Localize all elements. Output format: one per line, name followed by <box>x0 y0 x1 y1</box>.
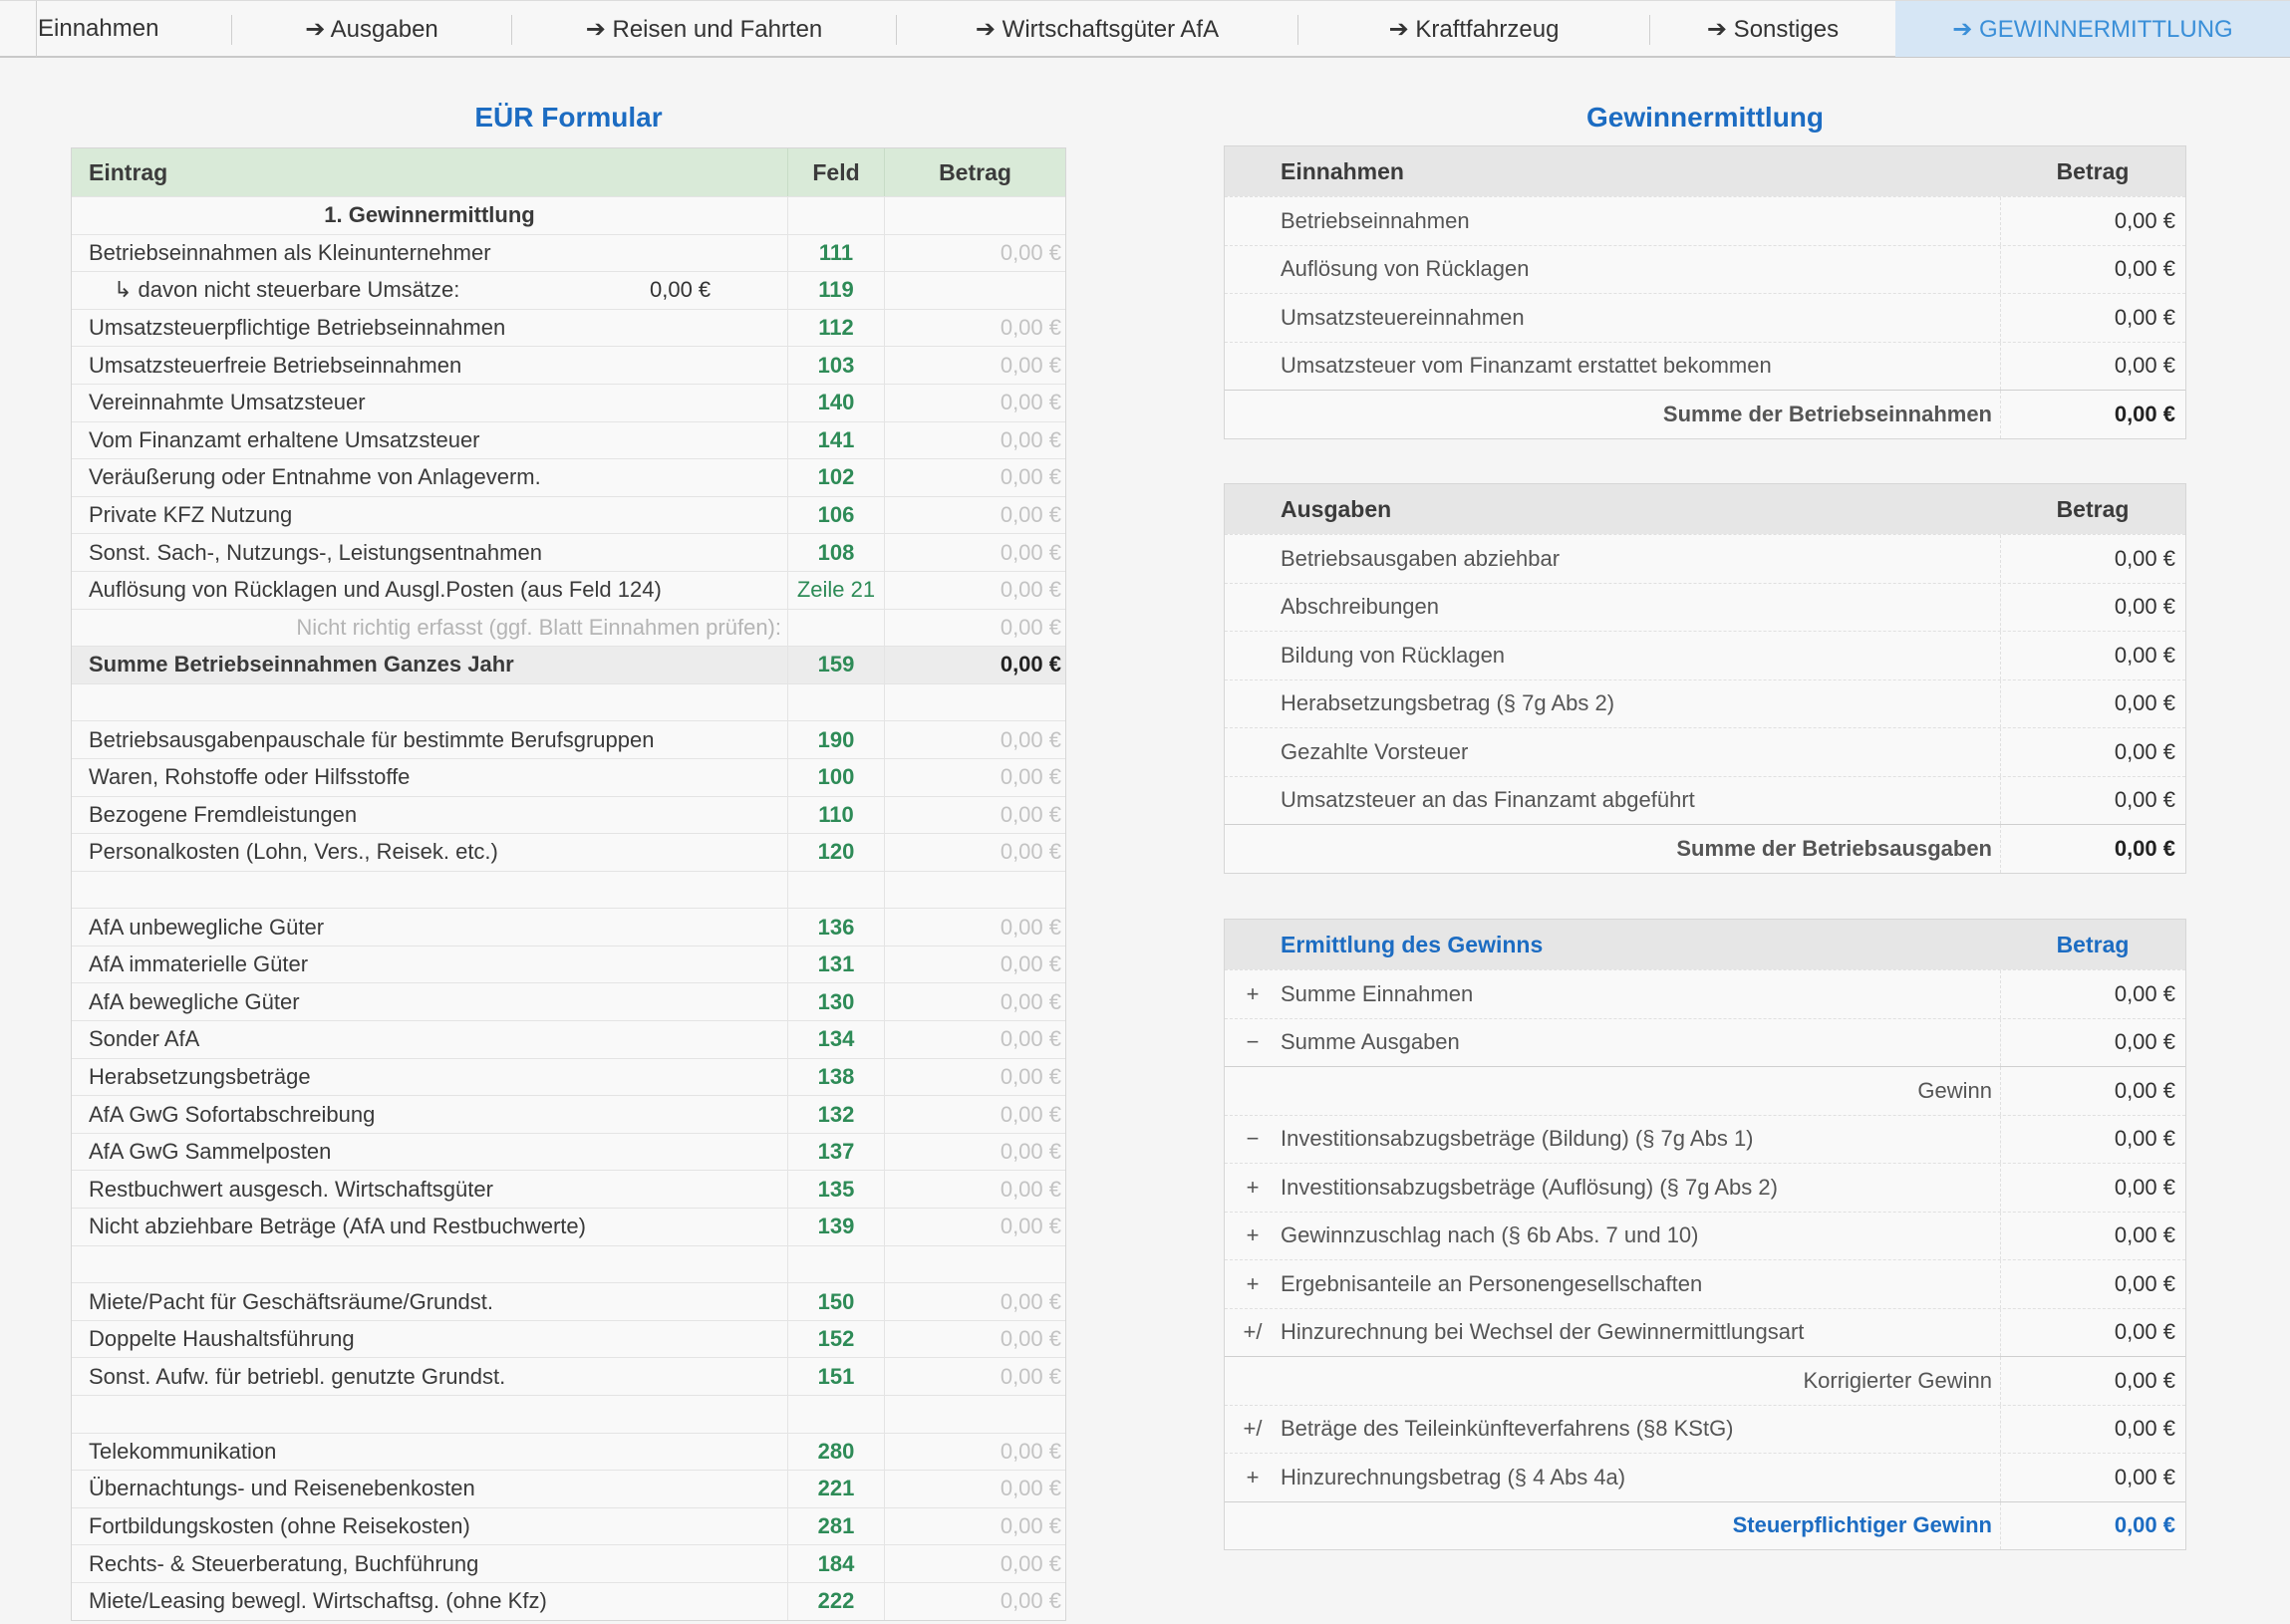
table-row <box>72 309 1065 347</box>
amount-cell[interactable]: 0,00 € <box>884 534 1065 571</box>
row-label: Herabsetzungsbetrag (§ 7g Abs 2) <box>1281 690 1615 716</box>
entry-label: Übernachtungs- und Reisenebenkosten <box>89 1476 475 1501</box>
field-number: 139 <box>787 1209 884 1245</box>
sign-indicator: + <box>1246 980 1260 1006</box>
sign-cell <box>1225 680 1281 728</box>
table-row <box>1225 1453 2185 1501</box>
amount-cell[interactable]: 0,00 € <box>2000 1213 2185 1260</box>
table-row <box>72 1544 1065 1582</box>
table-row <box>72 1282 1065 1320</box>
field-number <box>787 197 884 234</box>
entry-label: Miete/Pacht für Geschäftsräume/Grundst. <box>89 1288 493 1314</box>
entry-label: Doppelte Haushaltsführung <box>89 1326 355 1352</box>
amount-cell[interactable]: 0,00 € <box>884 1508 1065 1545</box>
amount-cell[interactable]: 0,00 € <box>884 1434 1065 1471</box>
field-number: 150 <box>787 1283 884 1320</box>
tab-wirtschaftsgueter-afa[interactable]: ➔ Wirtschaftsgüter AfA <box>975 15 1220 43</box>
table-row <box>72 1170 1065 1208</box>
table-row <box>1225 534 2185 583</box>
table-row <box>72 196 1065 234</box>
column-header-amount: Betrag <box>2056 931 2130 957</box>
row-label: Umsatzsteuereinnahmen <box>1281 304 1525 330</box>
amount-cell[interactable] <box>884 872 1065 909</box>
field-number <box>787 1396 884 1433</box>
table-row <box>72 1245 1065 1283</box>
amount-cell[interactable]: 0,00 € <box>884 1545 1065 1582</box>
column-header-label: Ausgaben <box>1281 495 1392 522</box>
amount-cell[interactable]: 0,00 € <box>884 459 1065 496</box>
sign-cell <box>1225 1502 1281 1550</box>
row-label: Umsatzsteuer vom Finanzamt erstattet bekommen <box>1281 353 1772 379</box>
amount-cell[interactable]: 0,00 € <box>884 1021 1065 1058</box>
column-header-label: Einnahmen <box>1281 157 1404 184</box>
entry-label: Umsatzsteuerpflichtige Betriebseinnahmen <box>89 315 506 341</box>
amount-cell[interactable]: 0,00 € <box>884 497 1065 534</box>
field-number: 151 <box>787 1358 884 1395</box>
table-row <box>72 421 1065 459</box>
sign-cell <box>1225 197 1281 245</box>
field-number: 159 <box>787 647 884 683</box>
table-row <box>72 458 1065 496</box>
sign-cell <box>1225 777 1281 825</box>
field-number: 190 <box>787 721 884 758</box>
sum-label: Summe der Betriebseinnahmen <box>1662 401 1992 426</box>
entry-label <box>72 684 787 721</box>
entry-label: AfA GwG Sammelposten <box>89 1139 332 1165</box>
sign-indicator: + <box>1246 1174 1260 1200</box>
entry-label: Betriebsausgabenpauschale für bestimmte Berufsgruppen <box>89 726 655 752</box>
amount-cell[interactable] <box>884 1246 1065 1283</box>
table-row <box>72 1208 1065 1245</box>
row-label: Betriebsausgaben abziehbar <box>1281 545 1561 571</box>
row-label: Betriebseinnahmen <box>1281 207 1470 233</box>
table-row <box>72 1582 1065 1620</box>
amount-cell[interactable]: 0,00 € <box>884 1283 1065 1320</box>
table-row <box>1225 1212 2185 1260</box>
row-label: Gezahlte Vorsteuer <box>1281 738 1469 764</box>
entry-label: Sonst. Sach-, Nutzungs-, Leistungsentnahmen <box>89 539 542 565</box>
table-row <box>72 571 1065 609</box>
entry-label: Herabsetzungsbeträge <box>89 1063 311 1089</box>
entry-label: Personalkosten (Lohn, Vers., Reisek. etc.) <box>89 839 498 865</box>
entry-label: Waren, Rohstoffe oder Hilfsstoffe <box>89 764 411 790</box>
row-label: Gewinnzuschlag nach (§ 6b Abs. 7 und 10) <box>1281 1222 1699 1248</box>
table-row <box>72 646 1065 683</box>
entry-label: Vereinnahmte Umsatzsteuer <box>89 390 366 415</box>
entry-label: Miete/Leasing bewegl. Wirtschaftsg. (ohne Kfz) <box>89 1588 547 1614</box>
entry-label: Nicht richtig erfasst (ggf. Blatt Einnahmen prüfen): <box>296 614 781 640</box>
table-row <box>1225 342 2185 391</box>
table-row <box>72 1357 1065 1395</box>
sum-row <box>1225 824 2185 873</box>
table-row <box>72 908 1065 946</box>
column-header-amount: Betrag <box>2056 157 2130 184</box>
entry-label: Private KFZ Nutzung <box>89 502 293 528</box>
amount-cell[interactable]: 0,00 € <box>884 647 1065 683</box>
row-label: Abschreibungen <box>1281 594 1440 620</box>
field-number: 131 <box>787 947 884 983</box>
sign-indicator: + <box>1246 1464 1260 1489</box>
amount-cell[interactable]: 0,00 € <box>884 610 1065 647</box>
sheet-tab-bar <box>0 0 2290 58</box>
sign-indicator <box>1225 1357 1281 1405</box>
amount-cell[interactable]: 0,00 € <box>884 759 1065 796</box>
field-number: 136 <box>787 909 884 946</box>
field-number: 184 <box>787 1545 884 1582</box>
row-label: Summe Ausgaben <box>1281 1029 1460 1055</box>
entry-label: AfA unbewegliche Güter <box>89 914 325 940</box>
row-label: Beträge des Teileinkünfteverfahrens (§8 KStG) <box>1281 1416 1734 1442</box>
entry-label: Bezogene Fremdleistungen <box>89 801 358 827</box>
entry-label: Veräußerung oder Entnahme von Anlageverm. <box>89 464 541 490</box>
amount-cell[interactable]: 0,00 € <box>2000 1019 2185 1067</box>
table-row <box>72 609 1065 647</box>
amount-cell[interactable]: 0,00 € <box>884 909 1065 946</box>
sign-indicator: + <box>1246 1222 1260 1248</box>
table-row <box>72 1395 1065 1433</box>
field-number <box>787 872 884 909</box>
amount-cell[interactable]: 0,00 € <box>2000 1116 2185 1164</box>
field-number: 111 <box>787 235 884 272</box>
entry-label: Fortbildungskosten (ohne Reisekosten) <box>89 1513 470 1539</box>
amount-cell[interactable]: 0,00 € <box>2000 343 2185 391</box>
row-label: Hinzurechnung bei Wechsel der Gewinnermittlungsart <box>1281 1319 1805 1345</box>
sum-row <box>1225 390 2185 438</box>
amount-cell[interactable]: 0,00 € <box>2000 970 2185 1018</box>
table-row <box>72 946 1065 983</box>
amount-cell[interactable]: 0,00 € <box>884 235 1065 272</box>
field-number: 221 <box>787 1471 884 1507</box>
sign-indicator: +/ <box>1243 1416 1263 1442</box>
table-row <box>72 346 1065 384</box>
einnahmen-table <box>1224 145 2186 439</box>
eur-form-table <box>71 147 1066 1621</box>
amount-cell[interactable]: 0,00 € <box>884 385 1065 421</box>
table-row <box>72 1133 1065 1171</box>
amount-cell[interactable]: 0,00 € <box>2000 294 2185 342</box>
entry-label <box>72 1246 787 1283</box>
sign-cell <box>1225 728 1281 776</box>
sign-cell <box>1225 535 1281 583</box>
amount-cell[interactable]: 0,00 € <box>2000 1454 2185 1501</box>
row-label: Ergebnisanteile an Personengesellschaften <box>1281 1270 1703 1296</box>
field-number: 119 <box>787 272 884 309</box>
tab-kraftfahrzeug[interactable]: ➔ Kraftfahrzeug <box>1388 15 1560 43</box>
amount-cell[interactable]: 0,00 € <box>884 310 1065 347</box>
table-header <box>72 148 1065 196</box>
row-label: Korrigierter Gewinn <box>1803 1367 1992 1393</box>
sum-label: Summe der Betriebsausgaben <box>1676 835 1992 861</box>
amount-cell[interactable]: 0,00 € <box>2000 1067 2185 1115</box>
entry-label: 1. Gewinnermittlung <box>324 202 535 228</box>
amount-cell[interactable]: 0,00 € <box>884 572 1065 609</box>
amount-cell[interactable]: 0,00 € <box>2000 197 2185 245</box>
entry-label: Summe Betriebseinnahmen Ganzes Jahr <box>89 652 514 677</box>
amount-cell[interactable]: 0,00 € <box>884 947 1065 983</box>
entry-label: Auflösung von Rücklagen und Ausgl.Posten (aus Feld 124) <box>89 577 662 603</box>
entry-label: Vom Finanzamt erhaltene Umsatzsteuer <box>89 426 480 452</box>
field-number: 138 <box>787 1059 884 1096</box>
tab-sonstiges[interactable]: ➔ Sonstiges <box>1706 15 1840 43</box>
table-row <box>1225 679 2185 728</box>
field-number: 100 <box>787 759 884 796</box>
field-number: 103 <box>787 347 884 384</box>
entry-label: AfA GwG Sofortabschreibung <box>89 1101 376 1127</box>
table-row <box>1225 583 2185 632</box>
sum-amount[interactable]: 0,00 € <box>2000 825 2185 873</box>
table-row <box>1225 969 2185 1018</box>
amount-cell[interactable]: 0,00 € <box>2000 680 2185 728</box>
field-number: 130 <box>787 983 884 1020</box>
entry-label: Restbuchwert ausgesch. Wirtschaftsgüter <box>89 1176 493 1202</box>
table-row <box>72 384 1065 421</box>
field-number: 106 <box>787 497 884 534</box>
field-number: 120 <box>787 834 884 871</box>
amount-cell[interactable]: 0,00 € <box>884 1583 1065 1620</box>
entry-label: Telekommunikation <box>89 1438 277 1464</box>
table-row <box>72 720 1065 758</box>
amount-cell[interactable]: 0,00 € <box>884 1096 1065 1133</box>
table-row <box>72 871 1065 909</box>
table-row <box>72 234 1065 272</box>
field-number: 141 <box>787 422 884 459</box>
entry-label: AfA immaterielle Güter <box>89 951 309 977</box>
left-table-title: EÜR Formular <box>474 102 663 133</box>
field-number: 102 <box>787 459 884 496</box>
amount-cell[interactable] <box>884 197 1065 234</box>
sign-cell <box>1225 294 1281 342</box>
sign-cell <box>1225 343 1281 391</box>
amount-cell[interactable]: 0,00 € <box>2000 777 2185 825</box>
amount-cell[interactable]: 0,00 € <box>884 1059 1065 1096</box>
field-number: 152 <box>787 1321 884 1358</box>
amount-cell[interactable]: 0,00 € <box>884 1209 1065 1245</box>
amount-cell[interactable]: 0,00 € <box>884 797 1065 834</box>
table-row <box>72 758 1065 796</box>
entry-label: Sonder AfA <box>89 1026 200 1052</box>
amount-cell[interactable]: 0,00 € <box>884 1171 1065 1208</box>
amount-cell[interactable]: 0,00 € <box>884 983 1065 1020</box>
table-row <box>1225 245 2185 294</box>
table-row <box>72 1320 1065 1358</box>
field-number: 140 <box>787 385 884 421</box>
entry-label: Sonst. Aufw. für betriebl. genutzte Grundst. <box>89 1363 506 1389</box>
field-number: 281 <box>787 1508 884 1545</box>
final-amount[interactable]: 0,00 € <box>2000 1502 2185 1550</box>
amount-cell[interactable]: 0,00 € <box>2000 1406 2185 1454</box>
ausgaben-table <box>1224 483 2186 874</box>
row-label: Summe Einnahmen <box>1281 980 1474 1006</box>
sign-indicator: − <box>1246 1126 1260 1152</box>
sign-cell <box>1225 391 1281 438</box>
sign-cell <box>1225 584 1281 632</box>
table-row <box>72 833 1065 871</box>
final-label: Steuerpflichtiger Gewinn <box>1732 1512 1992 1538</box>
row-label: Investitionsabzugsbeträge (Bildung) (§ 7g Abs 1) <box>1281 1126 1754 1152</box>
entry-label: Rechts- & Steuerberatung, Buchführung <box>89 1550 479 1576</box>
entry-label <box>72 1396 787 1433</box>
row-label: Bildung von Rücklagen <box>1281 642 1506 668</box>
tab-gewinnermittlung[interactable]: ➔ GEWINNERMITTLUNG <box>1895 1 2290 57</box>
amount-cell[interactable]: 0,00 € <box>884 347 1065 384</box>
table-row <box>1225 727 2185 776</box>
table-row <box>1225 1163 2185 1212</box>
sign-cell <box>1225 825 1281 873</box>
amount-cell[interactable]: 0,00 € <box>2000 728 2185 776</box>
amount-cell[interactable]: 0,00 € <box>884 834 1065 871</box>
amount-cell[interactable]: 0,00 € <box>2000 584 2185 632</box>
field-number: 222 <box>787 1583 884 1620</box>
sign-indicator: − <box>1246 1029 1260 1055</box>
table-row <box>1225 1405 2185 1454</box>
amount-cell[interactable]: 0,00 € <box>2000 535 2185 583</box>
field-number: 108 <box>787 534 884 571</box>
table-row <box>1225 776 2185 825</box>
tab-reisen-und-fahrten[interactable]: ➔ Reisen und Fahrten <box>585 15 823 43</box>
sign-indicator <box>1225 1067 1281 1115</box>
sub-amount[interactable]: 0,00 € <box>650 277 712 303</box>
column-header-amount: Betrag <box>2056 495 2130 522</box>
table-row <box>1225 196 2185 245</box>
table-row <box>72 1470 1065 1507</box>
amount-cell[interactable]: 0,00 € <box>884 422 1065 459</box>
sign-indicator: +/ <box>1243 1319 1263 1345</box>
sign-cell <box>1225 246 1281 294</box>
table-row <box>72 1020 1065 1058</box>
right-table-title: Gewinnermittlung <box>1586 102 1824 133</box>
table-row <box>72 1507 1065 1545</box>
row-label: Auflösung von Rücklagen <box>1281 256 1530 282</box>
field-number: Zeile 21 <box>787 572 884 609</box>
amount-cell[interactable]: 0,00 € <box>884 721 1065 758</box>
table-row <box>72 496 1065 534</box>
amount-cell[interactable] <box>884 684 1065 721</box>
table-row <box>72 982 1065 1020</box>
field-number: 110 <box>787 797 884 834</box>
amount-cell[interactable]: 0,00 € <box>884 1321 1065 1358</box>
table-row <box>72 271 1065 309</box>
amount-cell[interactable]: 0,00 € <box>884 1358 1065 1395</box>
table-row <box>72 796 1065 834</box>
entry-label: Betriebseinnahmen als Kleinunternehmer <box>89 239 491 265</box>
table-row <box>72 1095 1065 1133</box>
column-header-label: Ermittlung des Gewinns <box>1281 931 1544 957</box>
amount-cell[interactable]: 0,00 € <box>2000 1309 2185 1357</box>
table-row <box>1225 1018 2185 1067</box>
field-number: 280 <box>787 1434 884 1471</box>
field-number <box>787 684 884 721</box>
field-number: 137 <box>787 1134 884 1171</box>
amount-cell[interactable]: 0,00 € <box>884 1134 1065 1171</box>
field-number: 112 <box>787 310 884 347</box>
field-number: 134 <box>787 1021 884 1058</box>
gewinn-table <box>1224 919 2186 1550</box>
column-header-entry: Eintrag <box>89 158 168 185</box>
amount-cell[interactable]: 0,00 € <box>2000 1357 2185 1405</box>
amount-cell[interactable]: 0,00 € <box>2000 1164 2185 1212</box>
table-header <box>1225 146 2185 196</box>
table-row <box>1225 631 2185 679</box>
column-header-amount: Betrag <box>884 148 1065 196</box>
field-number <box>787 610 884 647</box>
table-row <box>1225 1259 2185 1308</box>
table-header <box>1225 484 2185 534</box>
amount-cell[interactable] <box>884 272 1065 309</box>
field-number: 132 <box>787 1096 884 1133</box>
tab-einnahmen[interactable]: Einnahmen <box>38 15 159 42</box>
row-label: Umsatzsteuer an das Finanzamt abgeführt <box>1281 787 1695 813</box>
sum-amount[interactable]: 0,00 € <box>2000 391 2185 438</box>
table-row <box>1225 1356 2185 1405</box>
entry-label: AfA bewegliche Güter <box>89 988 300 1014</box>
amount-cell[interactable]: 0,00 € <box>884 1471 1065 1507</box>
amount-cell[interactable]: 0,00 € <box>2000 246 2185 294</box>
table-row <box>72 1433 1065 1471</box>
table-row <box>1225 1066 2185 1115</box>
amount-cell[interactable] <box>884 1396 1065 1433</box>
entry-label: Umsatzsteuerfreie Betriebseinnahmen <box>89 352 462 378</box>
final-row <box>1225 1501 2185 1550</box>
field-number <box>787 1246 884 1283</box>
table-row <box>1225 1115 2185 1164</box>
row-label: Gewinn <box>1917 1077 1992 1103</box>
table-row <box>72 1058 1065 1096</box>
entry-label <box>72 872 787 909</box>
table-row <box>1225 1308 2185 1357</box>
table-row <box>72 683 1065 721</box>
amount-cell[interactable]: 0,00 € <box>2000 1260 2185 1308</box>
table-row <box>1225 293 2185 342</box>
tab-ausgaben[interactable]: ➔ Ausgaben <box>305 15 438 43</box>
row-label: Hinzurechnungsbetrag (§ 4 Abs 4a) <box>1281 1464 1626 1489</box>
amount-cell[interactable]: 0,00 € <box>2000 632 2185 679</box>
table-header <box>1225 920 2185 969</box>
row-label: Investitionsabzugsbeträge (Auflösung) (§ 7g Abs 2) <box>1281 1174 1778 1200</box>
table-row <box>72 533 1065 571</box>
sign-indicator: + <box>1246 1270 1260 1296</box>
entry-label: ↳ davon nicht steuerbare Umsätze: 0,00 € <box>114 277 712 303</box>
entry-label: Nicht abziehbare Beträge (AfA und Restbuchwerte) <box>89 1214 586 1239</box>
field-number: 135 <box>787 1171 884 1208</box>
sign-cell <box>1225 632 1281 679</box>
column-header-field: Feld <box>787 148 884 196</box>
